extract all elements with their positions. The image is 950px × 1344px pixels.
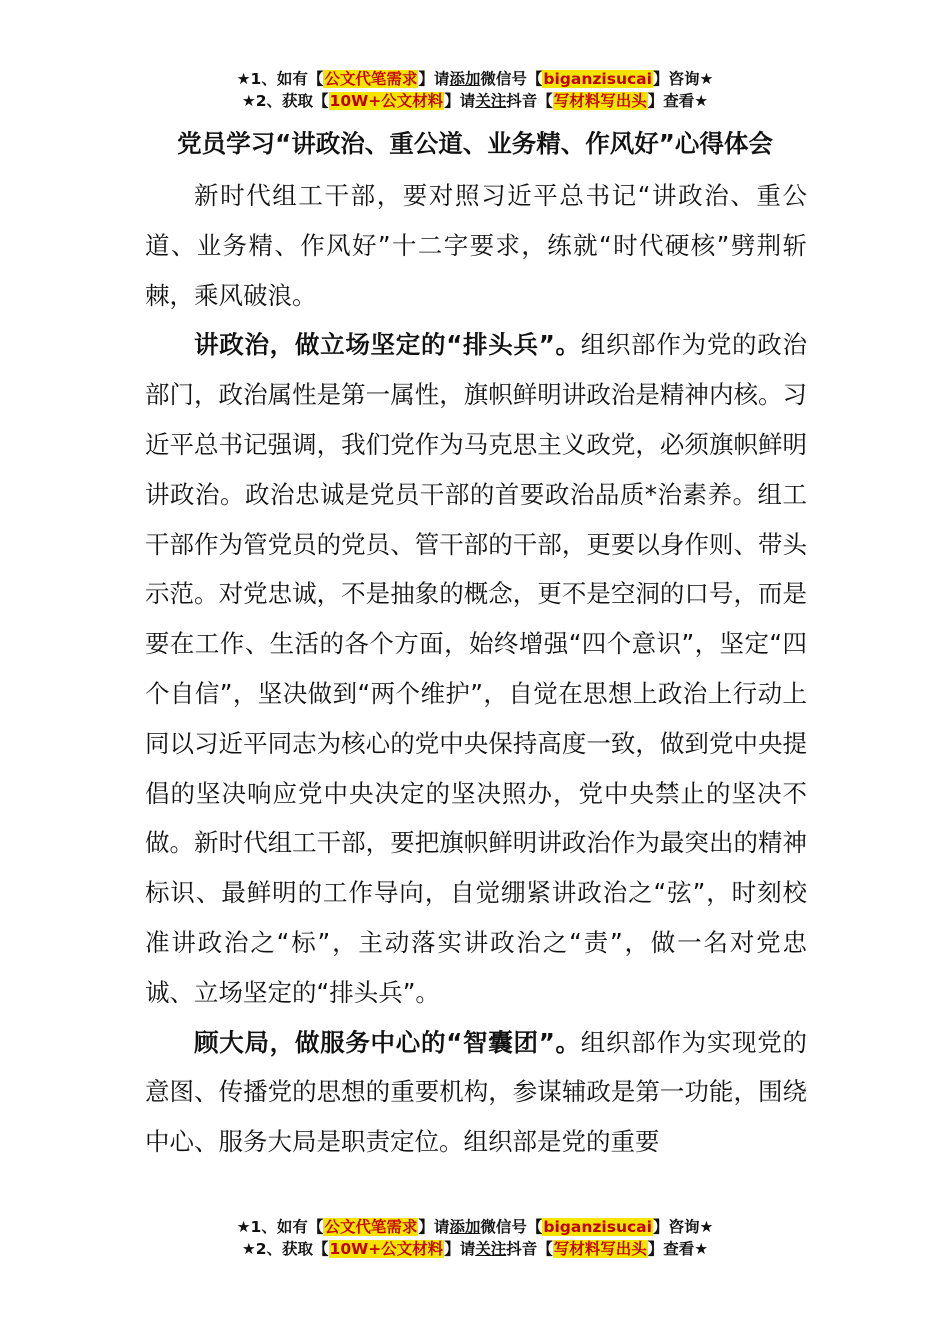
wechat-id: biganzisucai — [543, 70, 652, 88]
section-2-heading: 顾大局，做服务中心的“智囊团”。 — [194, 1027, 581, 1057]
promo-highlight: 10W+公文材料 — [329, 1240, 444, 1258]
top-promo-banner — [0, 68, 950, 112]
section-1-heading: 讲政治，做立场坚定的“排头兵”。 — [194, 330, 581, 360]
document-title: 党员学习“讲政治、重公道、业务精、作风好”心得体会 — [177, 129, 773, 158]
document-body — [145, 171, 807, 1167]
section-2-text: 组织部作为实现党的意图、传播党的思想的重要机构，参谋辅政是第一功能，围绕中心、服务大局是职责定位。组织部是党的重要 — [145, 1027, 807, 1157]
douyin-account: 写材料写出头 — [553, 1240, 647, 1258]
promo-line-2: ★2、获取【10W+公文材料】请关注抖音【写材料写出头】查看★ — [241, 1240, 709, 1258]
promo-highlight: 公文代笔需求 — [324, 70, 418, 88]
section-1-paragraph — [145, 320, 807, 1017]
section-2-paragraph — [145, 1018, 807, 1167]
intro-paragraph: 新时代组工干部，要对照习近平总书记“讲政治、重公道、业务精、作风好”十二字要求，练就“时代硬核”劈荆斩棘，乘风破浪。 — [145, 181, 807, 310]
wechat-id: biganzisucai — [543, 1218, 652, 1236]
section-1-text: 组织部作为党的政治部门，政治属性是第一属性，旗帜鲜明讲政治是精神内核。习近平总书记强调，我们党作为马克思主义政党，必须旗帜鲜明讲政治。政治忠诚是党员干部的首要政治品质*治素养。组工干部作为管党员的党员、管干部的干部，更要以身作则、带头示范。对党忠诚，不是抽象的概念，更不是空洞的口号，而是要在工作、生活的各个方面，始终增强“四个意识”，坚定“四个自信”，坚决做到“两个维护”，自觉在思想上政治上行动上同以习近平同志为核心的党中央保持高度一致，做到党中央提倡的坚决响应党中央决定的坚决照办，党中央禁止的坚决不做。新时代组工干部，要把旗帜鲜明讲政治作为最突出的精神标识、最鲜明的工作导向，自觉绷紧讲政治之“弦”，时刻校准讲政治之“标”，主动落实讲政治之“责”，做一名对党忠诚、立场坚定的“排头兵”。 — [145, 330, 807, 1007]
promo-highlight: 10W+公文材料 — [329, 92, 444, 110]
douyin-account: 写材料写出头 — [553, 92, 647, 110]
promo-line-2: ★2、获取【10W+公文材料】请关注抖音【写材料写出头】查看★ — [241, 92, 709, 110]
bottom-promo-banner — [0, 1216, 950, 1260]
promo-line-1: ★1、如有【公文代笔需求】请添加微信号【biganzisucai】咨询★ — [236, 70, 714, 88]
promo-line-1: ★1、如有【公文代笔需求】请添加微信号【biganzisucai】咨询★ — [236, 1218, 714, 1236]
promo-highlight: 公文代笔需求 — [324, 1218, 418, 1236]
